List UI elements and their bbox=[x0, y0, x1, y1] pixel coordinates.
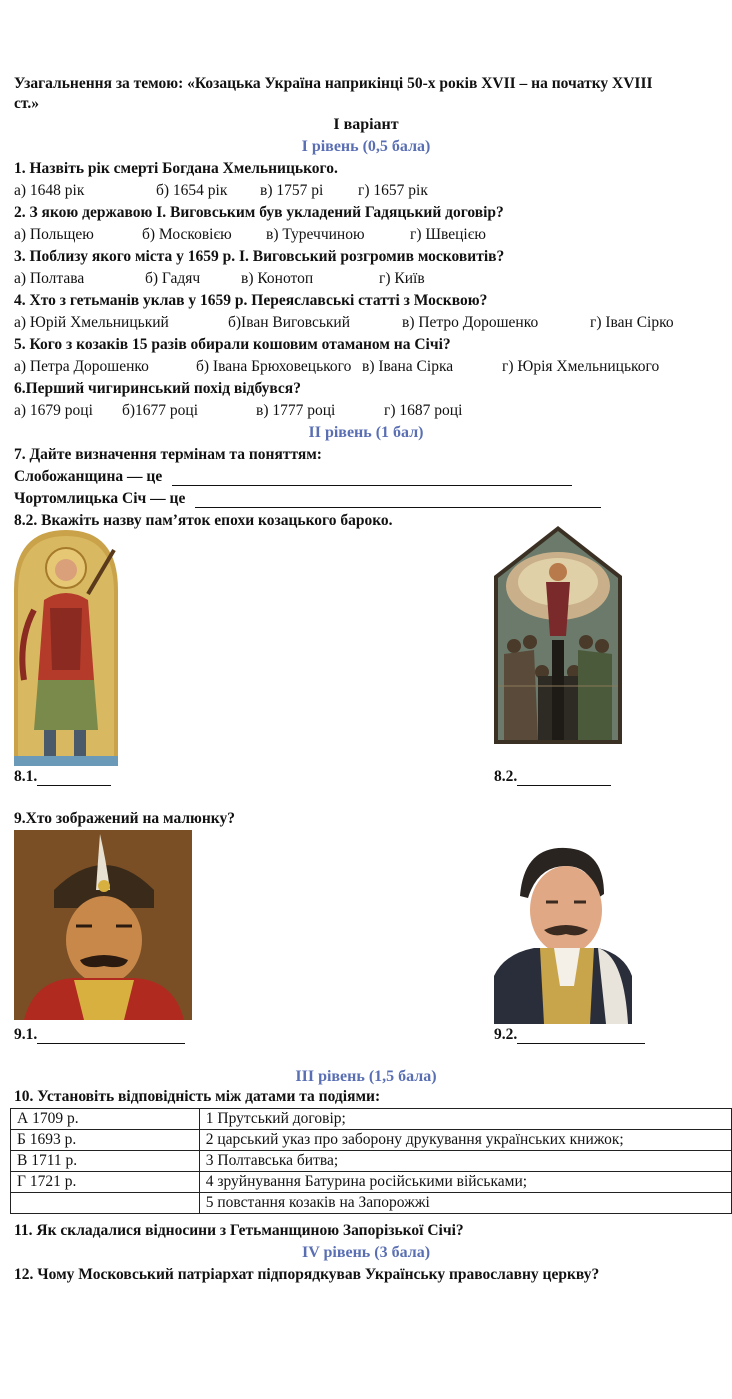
question-9: 9.Хто зображений на малюнку? bbox=[14, 810, 236, 827]
option: г) Швецією bbox=[410, 226, 486, 243]
option: в) Івана Сірка bbox=[362, 358, 454, 375]
option: в) 1757 рі bbox=[260, 182, 324, 199]
matching-table bbox=[10, 1108, 732, 1214]
option: в) Туреччиною bbox=[266, 226, 365, 243]
term-2-row bbox=[14, 490, 601, 508]
baroque-icon-image-1 bbox=[14, 530, 118, 766]
question-10: 10. Установіть відповідність між датами та подіями: bbox=[14, 1088, 381, 1105]
option: б) 1654 рік bbox=[156, 182, 228, 199]
event-cell[interactable]: 4 зруйнування Батурина російськими військами; bbox=[199, 1172, 731, 1193]
question-5: 5. Кого з козаків 15 разів обирали кошовим отаманом на Січі? bbox=[14, 336, 451, 353]
date-cell[interactable]: В 1711 р. bbox=[11, 1151, 200, 1172]
portrait-image-1 bbox=[14, 830, 192, 1020]
event-cell[interactable]: 2 царський указ про заборону друкування українських книжок; bbox=[199, 1130, 731, 1151]
level4-heading: IV рівень (3 бала) bbox=[301, 1244, 431, 1261]
question-4-options bbox=[14, 314, 674, 332]
question-1-options bbox=[14, 182, 428, 200]
baroque-icon-image-2 bbox=[494, 526, 622, 744]
option: а) Юрій Хмельницький bbox=[14, 314, 169, 331]
caption-9-1: 9.1. bbox=[14, 1026, 185, 1044]
option: а) 1648 рік bbox=[14, 182, 85, 199]
event-cell[interactable]: 1 Прутський договір; bbox=[199, 1109, 731, 1130]
worksheet-title: Узагальнення за темою: «Козацька Україна наприкінці 50-х років XVII – на початку XVIII ст.» bbox=[14, 75, 653, 112]
date-cell[interactable] bbox=[11, 1193, 200, 1214]
table-row bbox=[11, 1109, 732, 1130]
question-4: 4. Хто з гетьманів уклав у 1659 р. Переяславські статті з Москвою? bbox=[14, 292, 488, 309]
variant-heading: І варіант bbox=[333, 116, 399, 133]
table-row bbox=[11, 1172, 732, 1193]
question-6-options bbox=[14, 402, 462, 420]
answer-line[interactable] bbox=[37, 1029, 185, 1044]
caption-8-1: 8.1. bbox=[14, 768, 111, 786]
option: г) Київ bbox=[379, 270, 425, 287]
date-cell[interactable]: Б 1693 р. bbox=[11, 1130, 200, 1151]
option: а) Польщею bbox=[14, 226, 94, 243]
question-5-options bbox=[14, 358, 659, 376]
question-7: 7. Дайте визначення термінам та поняттям: bbox=[14, 446, 322, 463]
answer-line[interactable] bbox=[37, 771, 111, 786]
event-cell[interactable]: 3 Полтавська битва; bbox=[199, 1151, 731, 1172]
option: в) Петро Дорошенко bbox=[402, 314, 539, 331]
question-11: 11. Як складалися відносини з Гетьманщиною Запорізької Січі? bbox=[14, 1222, 464, 1239]
answer-line[interactable] bbox=[517, 771, 611, 786]
level2-heading: ІІ рівень (1 бал) bbox=[308, 424, 424, 441]
date-cell[interactable]: А 1709 р. bbox=[11, 1109, 200, 1130]
table-row bbox=[11, 1130, 732, 1151]
table-row bbox=[11, 1151, 732, 1172]
option: в) Конотоп bbox=[241, 270, 314, 287]
question-12: 12. Чому Московський патріархат підпорядкував Українську православну церкву? bbox=[14, 1266, 600, 1283]
option: г) Іван Сірко bbox=[590, 314, 674, 331]
level3-heading: ІІІ рівень (1,5 бала) bbox=[295, 1068, 437, 1085]
option: а) Полтава bbox=[14, 270, 85, 287]
answer-line[interactable] bbox=[195, 493, 601, 508]
term-1-row bbox=[14, 468, 572, 486]
event-cell[interactable]: 5 повстання козаків на Запорожжі bbox=[199, 1193, 731, 1214]
option: г) 1687 році bbox=[384, 402, 463, 419]
table-row bbox=[11, 1193, 732, 1214]
caption-8-2: 8.2. bbox=[494, 768, 611, 786]
question-2-options bbox=[14, 226, 486, 244]
question-3: 3. Поблизу якого міста у 1659 р. І. Виговський розгромив московитів? bbox=[14, 248, 505, 265]
answer-line[interactable] bbox=[172, 471, 572, 486]
option: г) 1657 рік bbox=[358, 182, 428, 199]
option: б)Іван Виговський bbox=[228, 314, 351, 331]
option: б) Московією bbox=[142, 226, 232, 243]
question-3-options bbox=[14, 270, 425, 288]
option: б) Івана Брюховецького bbox=[196, 358, 352, 375]
option: в) 1777 році bbox=[256, 402, 336, 419]
level1-heading: І рівень (0,5 бала) bbox=[301, 138, 431, 155]
option: б) Гадяч bbox=[145, 270, 201, 287]
option: а) 1679 році bbox=[14, 402, 93, 419]
question-6: 6.Перший чигиринський похід відбувся? bbox=[14, 380, 301, 397]
option: а) Петра Дорошенко bbox=[14, 358, 149, 375]
option: г) Юрія Хмельницького bbox=[502, 358, 660, 375]
question-8: 8.2. Вкажіть назву пам’яток епохи козацького бароко. bbox=[14, 512, 393, 529]
option: б)1677 році bbox=[122, 402, 199, 419]
answer-line[interactable] bbox=[517, 1029, 645, 1044]
term-1-label: Слобожанщина — це bbox=[14, 468, 163, 485]
question-2: 2. З якою державою І. Виговським був укладений Гадяцький договір? bbox=[14, 204, 504, 221]
term-2-label: Чортомлицька Січ — це bbox=[14, 490, 186, 507]
date-cell[interactable]: Г 1721 р. bbox=[11, 1172, 200, 1193]
question-1: 1. Назвіть рік смерті Богдана Хмельницького. bbox=[14, 160, 338, 177]
caption-9-2: 9.2. bbox=[494, 1026, 645, 1044]
portrait-image-2 bbox=[494, 836, 632, 1024]
